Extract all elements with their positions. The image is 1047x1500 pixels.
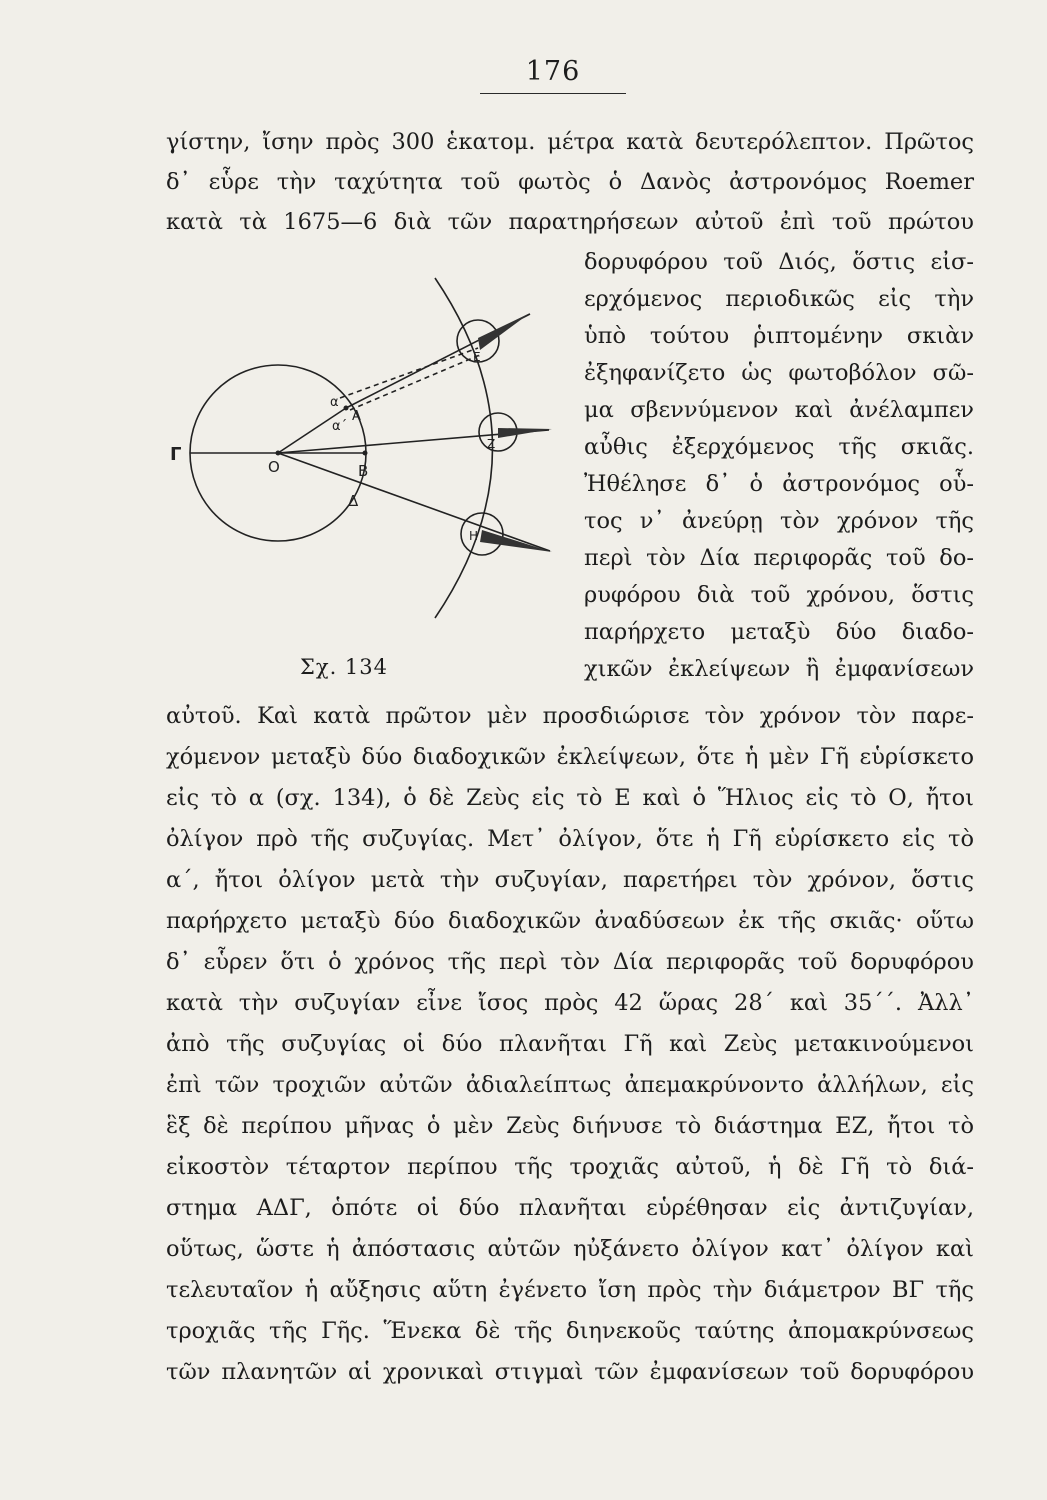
text-line: γίστην, ἴσην πρὸς 300 ἑκατομ. μέτρα κατὰ δευτερόλεπτον. Πρῶτος — [166, 129, 974, 155]
text-line: στημα ΑΔΓ, ὁπότε οἱ δύο πλανῆται εὑρέθησαν εἰς ἀντιζυγίαν, — [166, 1195, 974, 1221]
text-line: δ᾽ εὗρεν ὅτι ὁ χρόνος τῆς περὶ τὸν Δία περιφορᾶς τοῦ δορυφόρου — [166, 949, 974, 975]
label-z: Ζ — [487, 437, 496, 451]
point-o — [276, 451, 281, 456]
text-line: κατὰ τὴν συζυγίαν εἶνε ἴσος πρὸς 42 ὥρας 28΄ καὶ 35΄΄. Ἀλλ᾽ — [166, 990, 974, 1016]
text-line: οὕτως, ὥστε ἡ ἀπόστασις αὐτῶν ηὐξάνετο ὀλίγον κατ᾽ ὀλίγον καὶ — [166, 1236, 974, 1262]
label-h: Η — [469, 529, 479, 543]
label-b: Β — [358, 462, 369, 480]
text-line: περὶ τὸν Δία περιφορᾶς τοῦ δο- — [584, 545, 974, 571]
line-o-h — [278, 453, 550, 551]
text-line: τος ν᾽ ἀνεύρῃ τὸν χρόνον τῆς — [584, 508, 974, 534]
text-line: ἐπὶ τῶν τροχιῶν αὐτῶν ἀδιαλείπτως ἀπεμακρύνοντο ἀλλήλων, εἰς — [166, 1072, 974, 1098]
text-line: αὖθις ἐξερχόμενος τῆς σκιᾶς. — [584, 434, 974, 460]
page-number: 176 — [480, 56, 626, 94]
jupiter-orbit-arc — [435, 278, 496, 618]
text-line: ὀλίγον πρὸ τῆς συζυγίας. Μετ᾽ ὀλίγον, ὅτε ἡ Γῆ εὑρίσκετο εἰς τὸ — [166, 826, 974, 852]
text-line: εἰς τὸ α (σχ. 134), ὁ δὲ Ζεὺς εἰς τὸ Ε καὶ ὁ Ἥλιος εἰς τὸ Ο, ἤτοι — [166, 785, 974, 811]
dashed-line-alphaprime-e — [350, 354, 482, 410]
text-line: χόμενον μεταξὺ δύο διαδοχικῶν ἐκλείψεων, ὅτε ἡ μὲν Γῆ εὑρίσκετο — [166, 744, 974, 770]
dashed-line-alpha-e — [340, 348, 478, 398]
text-line: ερχόμενος περιοδικῶς εἰς τὴν — [584, 286, 974, 312]
text-line: α΄, ἤτοι ὀλίγον μετὰ τὴν συζυγίαν, παρετήρει τὸν χρόνον, ὅστις — [166, 867, 974, 893]
label-gamma: Γ — [170, 444, 182, 465]
label-delta: Δ — [348, 492, 359, 510]
shadow-cone-z — [498, 428, 552, 438]
text-line: ἓξ δὲ περίπου μῆνας ὁ μὲν Ζεὺς διήνυσε τὸ διάστημα ΕΖ, ἤτοι τὸ — [166, 1113, 974, 1139]
shadow-cone-h — [480, 530, 552, 552]
text-line: παρήρχετο μεταξὺ δύο διαδο- — [584, 619, 974, 645]
text-line: Ἠθέλησε δ᾽ ὁ ἀστρονόμος οὗ- — [584, 471, 974, 497]
text-line: μα σβεννύμενον καὶ ἀνέλαμπεν — [584, 397, 974, 423]
label-o: Ο — [268, 458, 280, 476]
label-alpha: α — [330, 395, 339, 410]
text-line: ἐξηφανίζετο ὡς φωτοβόλον σῶ- — [584, 360, 974, 386]
label-e: Ε — [473, 350, 481, 364]
text-line: δ᾽ εὗρε τὴν ταχύτητα τοῦ φωτὸς ὁ Δανὸς ἀστρονόμος Roemer — [166, 169, 974, 195]
orbit-diagram — [160, 258, 580, 678]
point-a — [344, 406, 349, 411]
point-b — [363, 451, 368, 456]
text-line: παρήρχετο μεταξὺ δύο διαδοχικῶν ἀναδύσεων ἐκ τῆς σκιᾶς· οὕτω — [166, 908, 974, 934]
label-alpha-prime: α΄ — [332, 419, 348, 434]
text-line: κατὰ τὰ 1675—6 διὰ τῶν παρατηρήσεων αὐτοῦ ἐπὶ τοῦ πρώτου — [166, 209, 974, 235]
text-line: ὑπὸ τούτου ῥιπτομένην σκιὰν — [584, 323, 974, 349]
text-line: ρυφόρου διὰ τοῦ χρόνου, ὅστις — [584, 582, 974, 608]
text-line: αὐτοῦ. Καὶ κατὰ πρῶτον μὲν προσδιώρισε τὸν χρόνον τὸν παρε- — [166, 703, 974, 729]
text-line: τῶν πλανητῶν αἱ χρονικαὶ στιγμαὶ τῶν ἐμφανίσεων τοῦ δορυφόρου — [166, 1359, 974, 1385]
text-line: εἰκοστὸν τέταρτον περίπου τῆς τροχιᾶς αὐτοῦ, ἡ δὲ Γῆ τὸ διά- — [166, 1154, 974, 1180]
text-line: τελευταῖον ἡ αὔξησις αὕτη ἐγένετο ἴση πρὸς τὴν διάμετρον ΒΓ τῆς — [166, 1277, 974, 1303]
shadow-cone-e — [478, 313, 530, 350]
text-line: χικῶν ἐκλείψεων ἢ ἐμφανίσεων — [584, 656, 974, 682]
text-line: δορυφόρου τοῦ Διός, ὅστις εἰσ- — [584, 249, 974, 275]
label-a: Α — [352, 409, 361, 424]
text-line: ἀπὸ τῆς συζυγίας οἱ δύο πλανῆται Γῆ καὶ Ζεὺς μετακινούμενοι — [166, 1031, 974, 1057]
figure-caption: Σχ. 134 — [300, 655, 389, 679]
text-line: τροχιᾶς τῆς Γῆς. Ἕνεκα δὲ τῆς διηνεκοῦς ταύτης ἀπομακρύνσεως — [166, 1318, 974, 1344]
